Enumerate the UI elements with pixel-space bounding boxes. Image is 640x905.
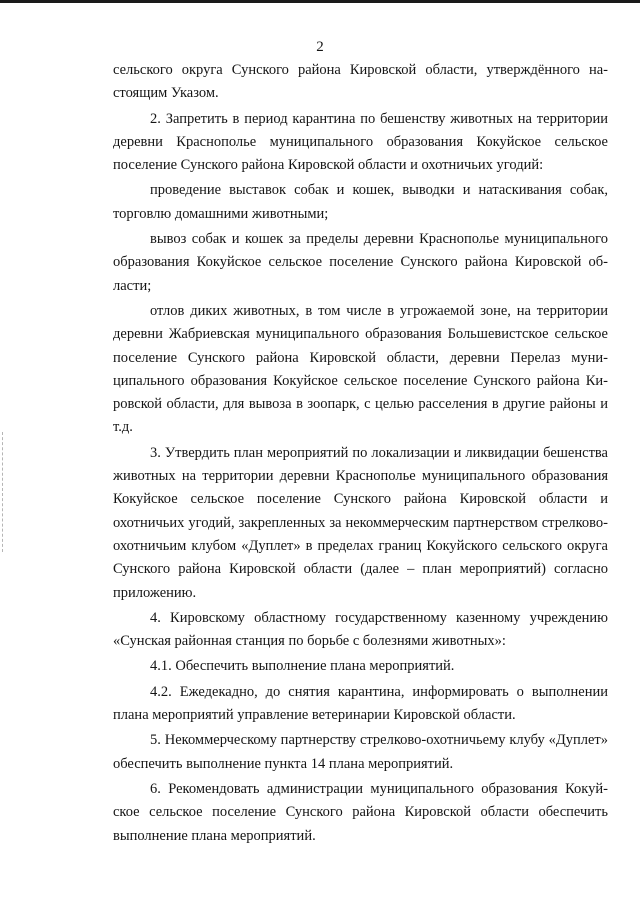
- paragraph-continuation: сельского округа Сунского района Кировской области, утверждённого настоящим Указом.: [113, 62, 608, 102]
- paragraph-item-2-exhibitions: проведение выставок собак и кошек, выводки и натаскивания собак, торговлю домашними животными;: [113, 182, 608, 222]
- paragraph-item-2: 2. Запретить в период карантина по бешенству животных на территории деревни Краснополье муниципального образования Кокуйское сельское поселение Сунского района Кировской области и охотничьих угодий:: [113, 110, 608, 174]
- paragraph-item-4-2: 4.2. Ежедекадно, до снятия карантина, информировать о выполнении плана мероприятий управление ветеринарии Кировской области.: [113, 683, 608, 724]
- top-border-line: [0, 0, 640, 3]
- paragraph-item-3: 3. Утвердить план мероприятий по локализации и ликвидации бешенства животных на территории деревни Краснополье муниципального образования Кокуйское сельское поселение Сунского района Кировской области и охотничьих угодий, закрепленных за некоммерческим партнерством стрелково-охотничьим клубом «Дуплет» в пределах границ Кокуйского сельского округа Сунского района Кировской области (далее – план мероприятий) согласно приложению.: [113, 444, 608, 601]
- paragraph-item-2-export: вывоз собак и кошек за пределы деревни Краснополье муниципального образования Кокуйское сельское поселение Сунского района Кировской области;: [113, 231, 608, 294]
- paragraph-item-2-capture: отлов диких животных, в том числе в угрожаемой зоне, на территории деревни Жабриевская муниципального образования Большевистское сельское поселение Сунского района Кировской области, деревни Перелаз муниципального образования Кокуйское сельское поселение Сунского района Кировской области, для вывоза в зоопарк, с целью расселения в другие районы и т.д.: [113, 302, 608, 436]
- scan-edge-mark: [2, 432, 4, 552]
- document-body: [113, 59, 608, 850]
- paragraph-item-4-1: 4.1. Обеспечить выполнение плана мероприятий.: [150, 658, 455, 675]
- paragraph-item-6: 6. Рекомендовать администрации муниципального образования Кокуйское сельское поселение Сунского района Кировской области обеспечить выполнение плана мероприятий.: [113, 780, 608, 844]
- paragraph-item-4: 4. Кировскому областному государственному казенному учреждению «Сунская районная станция по борьбе с болезнями животных»:: [113, 609, 608, 650]
- page-number: 2: [316, 39, 324, 55]
- paragraph-item-5: 5. Некоммерческому партнерству стрелково-охотничьему клубу «Дуплет» обеспечить выполнение пункта 14 плана мероприятий.: [113, 732, 608, 772]
